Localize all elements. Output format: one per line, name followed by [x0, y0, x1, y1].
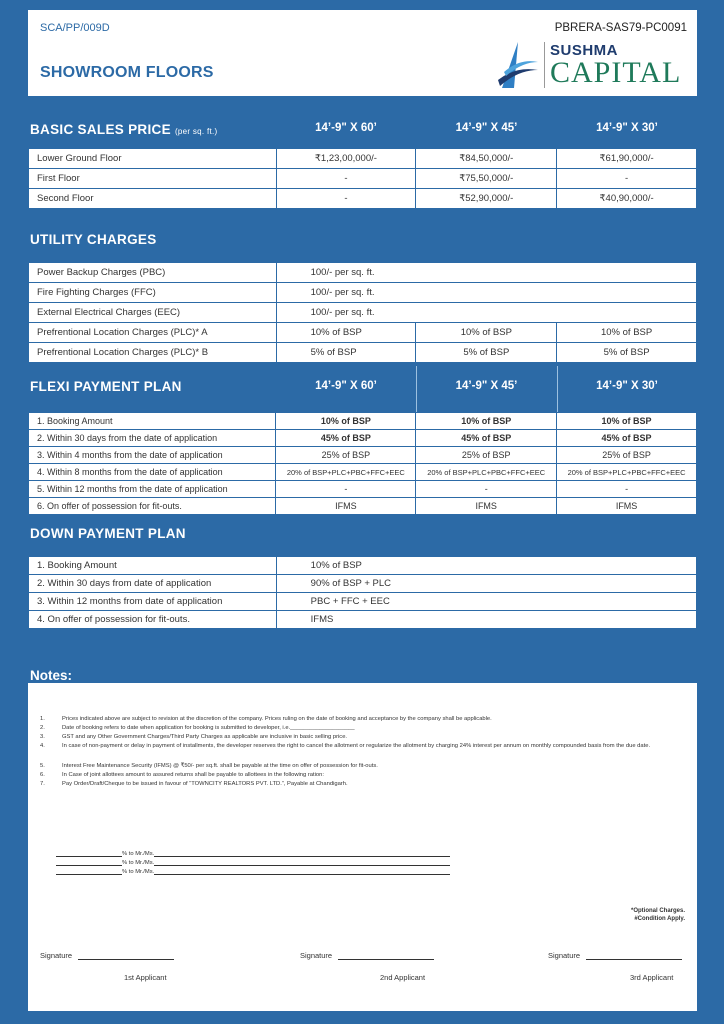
utility-table — [28, 262, 697, 363]
row-label: Fire Fighting Charges (FFC) — [29, 283, 277, 303]
row-label: External Electrical Charges (EEC) — [29, 303, 277, 323]
price-cell: ₹40,90,000/- — [557, 189, 697, 209]
row-label: 6. On offer of possession for fit-outs. — [29, 498, 276, 515]
payee-label: % to Mr./Ms. — [122, 860, 155, 866]
row-label: 3. Within 12 months from date of application — [29, 593, 277, 611]
plan-cell: 10% of BSP — [276, 557, 696, 575]
note-text: Interest Free Maintenance Security (IFMS) @ ₹50/- per sq.ft. shall be payable at the time on offer of possession for fit-outs. — [62, 763, 378, 769]
note-number: 1. — [40, 716, 45, 722]
note-text: GST and any Other Government Charges/Third Party Charges as applicable are inclusive in basic selling price. — [62, 734, 348, 740]
plc-cell: 10% of BSP — [557, 323, 697, 343]
plan-cell: - — [276, 481, 416, 498]
table-row — [29, 481, 697, 498]
plan-cell: - — [416, 481, 557, 498]
table-row — [29, 323, 697, 343]
plan-cell: 20% of BSP+PLC+PBC+FFC+EEC — [416, 464, 557, 481]
payee-line[interactable] — [56, 851, 450, 857]
plc-cell: 5% of BSP — [416, 343, 557, 363]
table-row — [29, 447, 697, 464]
note-number: 3. — [40, 734, 45, 740]
row-label: 3. Within 4 months from the date of application — [29, 447, 276, 464]
bsp-unit: (per sq. ft.) — [174, 127, 218, 136]
row-label: Lower Ground Floor — [29, 149, 277, 169]
table-row — [29, 343, 697, 363]
charge-cell: 100/- per sq. ft. — [276, 283, 696, 303]
plan-cell: 45% of BSP — [557, 430, 697, 447]
note-number: 5. — [40, 763, 45, 769]
signature-field-2[interactable] — [300, 951, 434, 960]
price-cell: ₹1,23,00,000/- — [276, 149, 416, 169]
row-label: 1. Booking Amount — [29, 557, 277, 575]
price-cell: - — [557, 169, 697, 189]
note-number: 4. — [40, 743, 45, 749]
plan-cell: IFMS — [557, 498, 697, 515]
plan-cell: 20% of BSP+PLC+PBC+FFC+EEC — [276, 464, 416, 481]
flexi-section-title: FLEXI PAYMENT PLAN — [30, 379, 182, 394]
table-row — [29, 413, 697, 430]
plan-cell: 10% of BSP — [276, 413, 416, 430]
price-cell: ₹75,50,000/- — [416, 169, 557, 189]
bsp-title: BASIC SALES PRICE — [30, 122, 171, 137]
bsp-column-3: 14’-9" X 30’ — [596, 122, 658, 134]
row-label: 2. Within 30 days from date of application — [29, 575, 277, 593]
flexi-column-2: 14’-9" X 45’ — [455, 380, 518, 392]
table-row — [29, 575, 697, 593]
row-label: 4. Within 8 months from the date of application — [29, 464, 276, 481]
row-label: Power Backup Charges (PBC) — [29, 263, 277, 283]
signature-field-3[interactable] — [548, 951, 682, 960]
logo-divider — [544, 42, 545, 88]
row-label: 1. Booking Amount — [29, 413, 276, 430]
plan-cell: 10% of BSP — [557, 413, 697, 430]
bsp-column-2: 14’-9" X 45’ — [455, 122, 518, 134]
plan-cell: PBC + FFC + EEC — [276, 593, 696, 611]
plan-cell: 20% of BSP+PLC+PBC+FFC+EEC — [557, 464, 697, 481]
plan-cell: - — [557, 481, 697, 498]
plan-cell: 45% of BSP — [416, 430, 557, 447]
price-cell: ₹52,90,000/- — [416, 189, 557, 209]
plan-cell: 45% of BSP — [276, 430, 416, 447]
document-code: SCA/PP/009D — [40, 22, 110, 34]
logo-capital-text: CAPITAL — [550, 56, 682, 89]
table-row — [29, 611, 697, 629]
note-text: In Case of joint allottees amount to assured returns shall be payable to allottees in the following ration: — [62, 772, 324, 778]
logo-mark-icon — [494, 40, 540, 90]
table-row — [29, 263, 697, 283]
notes-box — [28, 683, 697, 1011]
notes-title: Notes: — [30, 668, 73, 683]
signature-label: Signature — [548, 951, 581, 960]
optional-charges-note — [631, 907, 685, 923]
signature-label: Signature — [300, 951, 333, 960]
charge-cell: 100/- per sq. ft. — [276, 263, 696, 283]
plan-cell: IFMS — [276, 611, 696, 629]
note-text: Pay Order/Draft/Cheque to be issued in favour of “TOWNCITY REALTORS PVT. LTD.”, Payable at Chandigarh. — [62, 781, 348, 787]
plc-cell: 5% of BSP — [557, 343, 697, 363]
row-label: 5. Within 12 months from the date of application — [29, 481, 276, 498]
sushma-capital-logo — [494, 40, 694, 92]
payee-label: % to Mr./Ms. — [122, 851, 155, 857]
note-number: 6. — [40, 772, 45, 778]
flexi-column-3: 14’-9" X 30’ — [596, 380, 658, 392]
plc-cell: 5% of BSP — [276, 343, 416, 363]
rera-number: PBRERA-SAS79-PC0091 — [554, 22, 687, 34]
plan-cell: 25% of BSP — [416, 447, 557, 464]
table-row — [29, 430, 697, 447]
note-text: In case of non-payment or delay in payment of installments, the developer reserves the right to cancel the allotment or regularize the allotment by charging 24% interest per annum on monthly compounded basis from the due date. — [62, 743, 651, 749]
applicant-label: 3rd Applicant — [630, 973, 674, 982]
payee-label: % to Mr./Ms. — [122, 869, 155, 875]
applicant-label: 1st Applicant — [124, 973, 167, 982]
plan-cell: IFMS — [416, 498, 557, 515]
signature-field-1[interactable] — [40, 951, 174, 960]
row-label: Second Floor — [29, 189, 277, 209]
plan-cell: 10% of BSP — [416, 413, 557, 430]
applicant-label: 2nd Applicant — [380, 973, 426, 982]
logo-sushma-text: SUSHMA — [550, 42, 619, 59]
bsp-section-title — [30, 122, 218, 137]
table-row — [29, 283, 697, 303]
plc-cell: 10% of BSP — [416, 323, 557, 343]
plan-cell: 25% of BSP — [276, 447, 416, 464]
plan-cell: 25% of BSP — [557, 447, 697, 464]
row-label: Prefrentional Location Charges (PLC)* A — [29, 323, 277, 343]
price-cell: - — [276, 169, 416, 189]
table-row — [29, 169, 697, 189]
down-table — [28, 556, 697, 629]
bsp-table — [28, 148, 697, 209]
condition-apply-text: #Condition Apply. — [634, 916, 685, 922]
price-cell: ₹84,50,000/- — [416, 149, 557, 169]
row-label: 4. On offer of possession for fit-outs. — [29, 611, 277, 629]
table-row — [29, 464, 697, 481]
table-row — [29, 189, 697, 209]
optional-charges-text: *Optional Charges. — [630, 908, 685, 914]
page-title: SHOWROOM FLOORS — [40, 64, 214, 81]
down-section-title: DOWN PAYMENT PLAN — [30, 526, 186, 541]
payee-line[interactable] — [56, 869, 450, 875]
plc-cell: 10% of BSP — [276, 323, 416, 343]
plan-cell: 90% of BSP + PLC — [276, 575, 696, 593]
signature-label: Signature — [40, 951, 73, 960]
note-text: Prices indicated above are subject to revision at the discretion of the company. Prices ruling on the date of booking and acceptance by the company shall be applicable. — [62, 716, 492, 722]
flexi-table — [28, 412, 697, 515]
document-header — [28, 10, 697, 96]
note-number: 7. — [40, 781, 45, 787]
price-cell: - — [276, 189, 416, 209]
table-row — [29, 498, 697, 515]
charge-cell: 100/- per sq. ft. — [276, 303, 696, 323]
flexi-column-1: 14’-9" X 60’ — [315, 380, 377, 392]
bsp-column-1: 14’-9" X 60’ — [315, 122, 377, 134]
note-number: 2. — [40, 725, 45, 731]
table-row — [29, 557, 697, 575]
table-row — [29, 149, 697, 169]
plan-cell: IFMS — [276, 498, 416, 515]
table-row — [29, 593, 697, 611]
price-cell: ₹61,90,000/- — [557, 149, 697, 169]
note-text: Date of booking refers to date when application for booking is submitted to developer, i.e.____________________ — [62, 725, 355, 731]
payee-line[interactable] — [56, 860, 450, 866]
table-row — [29, 303, 697, 323]
utility-section-title: UTILITY CHARGES — [30, 232, 157, 247]
row-label: 2. Within 30 days from the date of application — [29, 430, 276, 447]
row-label: First Floor — [29, 169, 277, 189]
row-label: Prefrentional Location Charges (PLC)* B — [29, 343, 277, 363]
